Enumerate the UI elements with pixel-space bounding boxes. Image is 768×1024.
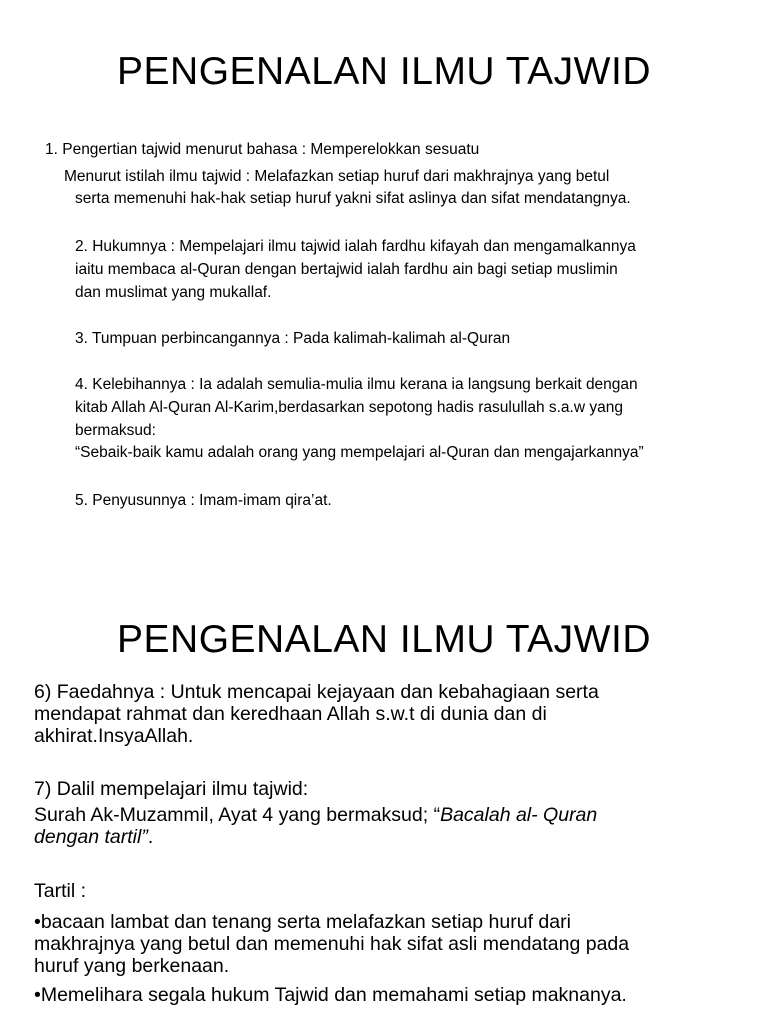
item-6-line2: mendapat rahmat dan keredhaan Allah s.w.t di dunia dan di	[34, 703, 547, 725]
item-4-line2: kitab Allah Al-Quran Al-Karim,berdasarkan sepotong hadis rasulullah s.a.w yang	[75, 399, 623, 416]
item-1-definition-language: 1. Pengertian tajwid menurut bahasa : Memperelokkan sesuatu	[45, 141, 480, 158]
item-2-line2: iaitu membaca al-Quran dengan bertajwid ialah fardhu ain bagi setiap muslimin	[75, 261, 618, 278]
item-1-definition-term-line1: Menurut istilah ilmu tajwid : Melafazkan setiap huruf dari makhrajnya yang betul	[64, 168, 610, 185]
tartil-label: Tartil :	[34, 880, 87, 902]
item-7-surah-prefix: Surah Ak-Muzammil, Ayat 4 yang bermaksud; “	[34, 804, 441, 826]
item-6-line1: 6) Faedahnya : Untuk mencapai kejayaan dan kebahagiaan serta	[34, 681, 599, 703]
item-7-quote-italic-2: dengan tartil”	[34, 826, 148, 848]
item-7-quote-line	[34, 826, 153, 848]
item-7-line1: 7) Dalil mempelajari ilmu tajwid:	[34, 778, 309, 800]
item-4-line1: 4. Kelebihannya : Ia adalah semulia-mulia ilmu kerana ia langsung berkait dengan	[75, 376, 638, 393]
slide-2	[0, 512, 768, 1024]
slide-2-title: PENGENALAN ILMU TAJWID	[117, 618, 651, 661]
item-1-definition-term-line2: serta memenuhi hak-hak setiap huruf yakni sifat aslinya dan sifat mendatangnya.	[75, 190, 631, 207]
bullet-1-line2: makhrajnya yang betul dan memenuhi hak sifat asli mendatang pada	[34, 933, 630, 955]
item-2-line3: dan muslimat yang mukallaf.	[75, 284, 272, 301]
bullet-1-line1: •bacaan lambat dan tenang serta melafazkan setiap huruf dari	[34, 911, 571, 933]
item-5: 5. Penyusunnya : Imam-imam qira’at.	[75, 492, 332, 509]
bullet-2: •Memelihara segala hukum Tajwid dan memahami setiap maknanya.	[34, 984, 627, 1006]
item-4-hadith-quote: “Sebaik-baik kamu adalah orang yang mempelajari al-Quran dan mengajarkannya”	[75, 444, 644, 461]
item-4-line3: bermaksud:	[75, 422, 156, 439]
item-7-surah-line	[34, 804, 597, 826]
item-7-quote-suffix: .	[147, 826, 154, 848]
bullet-1-line3: huruf yang berkenaan.	[34, 955, 230, 977]
item-7-quote-italic-1: Bacalah al- Quran	[440, 804, 598, 826]
item-3: 3. Tumpuan perbincangannya : Pada kalimah-kalimah al-Quran	[75, 330, 511, 347]
slide-1-title: PENGENALAN ILMU TAJWID	[117, 50, 651, 93]
item-2-line1: 2. Hukumnya : Mempelajari ilmu tajwid ialah fardhu kifayah dan mengamalkannya	[75, 238, 636, 255]
item-6-line3: akhirat.InsyaAllah.	[34, 725, 194, 747]
